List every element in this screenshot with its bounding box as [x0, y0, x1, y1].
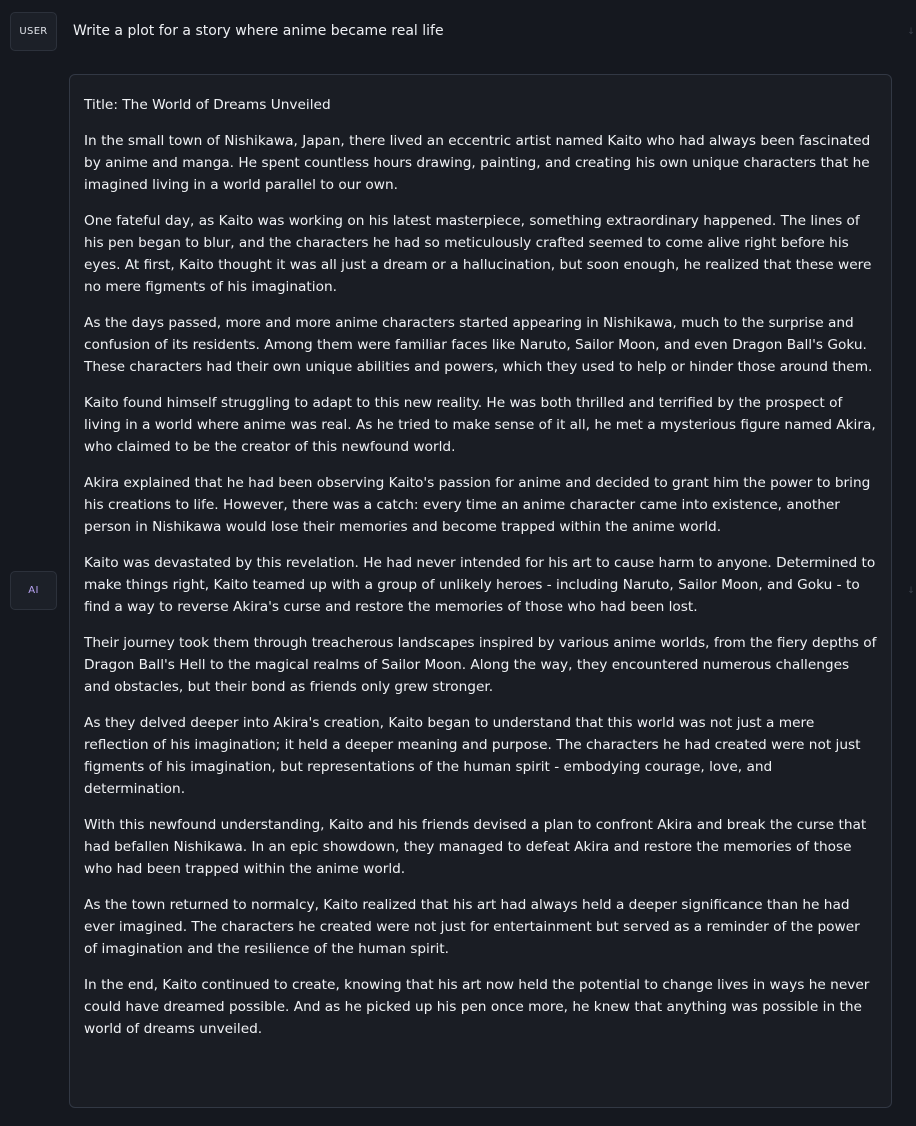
story-paragraph: Their journey took them through treacherous landscapes inspired by various anime worlds, from the fiery depths of Dragon Ball's Hell to the magical realms of Sailor Moon. Along the way, they encountered numerous challenges and obstacles, but their bond as friends only grew stronger. [84, 635, 877, 695]
story-paragraph: As the days passed, more and more anime characters started appearing in Nishikawa, much to the surprise and confusion of its residents. Among them were familiar faces like Naruto, Sailor Moon, and even Dragon Ball's Goku. These characters had their own unique abilities and powers, which they used to help or hinder those around them. [84, 315, 873, 375]
story-paragraph: Kaito found himself struggling to adapt to this new reality. He was both thrilled and terrified by the prospect of living in a world where anime was real. As he tried to make sense of it all, he met a mysterious figure named Akira, who claimed to be the creator of this newfound world. [84, 395, 876, 455]
user-message-row [0, 0, 916, 64]
down-arrow-icon: ↓ [907, 586, 915, 596]
story-paragraph: In the end, Kaito continued to create, knowing that his art now held the potential to change lives in ways he never could have dreamed possible. And as he picked up his pen once more, he knew that anything was possible in the world of dreams unveiled. [84, 977, 870, 1037]
user-message-text: Write a plot for a story where anime became real life [73, 23, 444, 39]
ai-message-card [69, 74, 892, 1108]
story-paragraph: With this newfound understanding, Kaito and his friends devised a plan to confront Akira and break the curse that had befallen Nishikawa. In an epic showdown, they managed to defeat Akira and restore the memories of those who had been trapped within the anime world. [84, 817, 867, 877]
story-paragraph: One fateful day, as Kaito was working on his latest masterpiece, something extraordinary happened. The lines of his pen began to blur, and the characters he had so meticulously crafted seemed to come alive right before his eyes. At first, Kaito thought it was all just a dream or a hallucination, but soon enough, he realized that these were no mere figments of his imagination. [84, 213, 872, 295]
down-arrow-icon: ↓ [907, 27, 915, 37]
story-paragraph: Kaito was devastated by this revelation. He had never intended for his art to cause harm to anyone. Determined to make things right, Kaito teamed up with a group of unlikely heroes - including Naruto, Sailor Moon, and Goku - to find a way to reverse Akira's curse and restore the memories of those who had been lost. [84, 555, 876, 615]
story-title: Title: The World of Dreams Unveiled [84, 97, 331, 113]
story-paragraph: Akira explained that he had been observing Kaito's passion for anime and decided to grant him the power to bring his creations to life. However, there was a catch: every time an anime character came into existence, another person in Nishikawa would lose their memories and become trapped within the anime world. [84, 475, 871, 535]
user-role-badge: USER [10, 12, 57, 51]
story-paragraph: In the small town of Nishikawa, Japan, there lived an eccentric artist named Kaito who had always been fascinated by anime and manga. He spent countless hours drawing, painting, and creating his own unique characters that he imagined living in a world parallel to our own. [84, 133, 871, 193]
story-paragraph: As they delved deeper into Akira's creation, Kaito began to understand that this world was not just a mere reflection of his imagination; it held a deeper meaning and purpose. The characters he had created were not just figments of his imagination, but representations of the human spirit - embodying courage, love, and determination. [84, 715, 861, 797]
ai-role-badge: AI [10, 571, 57, 610]
story-paragraph: As the town returned to normalcy, Kaito realized that his art had always held a deeper significance than he had ever imagined. The characters he created were not just for entertainment but served as a reminder of the power of imagination and the resilience of the human spirit. [84, 897, 860, 957]
ai-message-row [0, 64, 916, 1126]
